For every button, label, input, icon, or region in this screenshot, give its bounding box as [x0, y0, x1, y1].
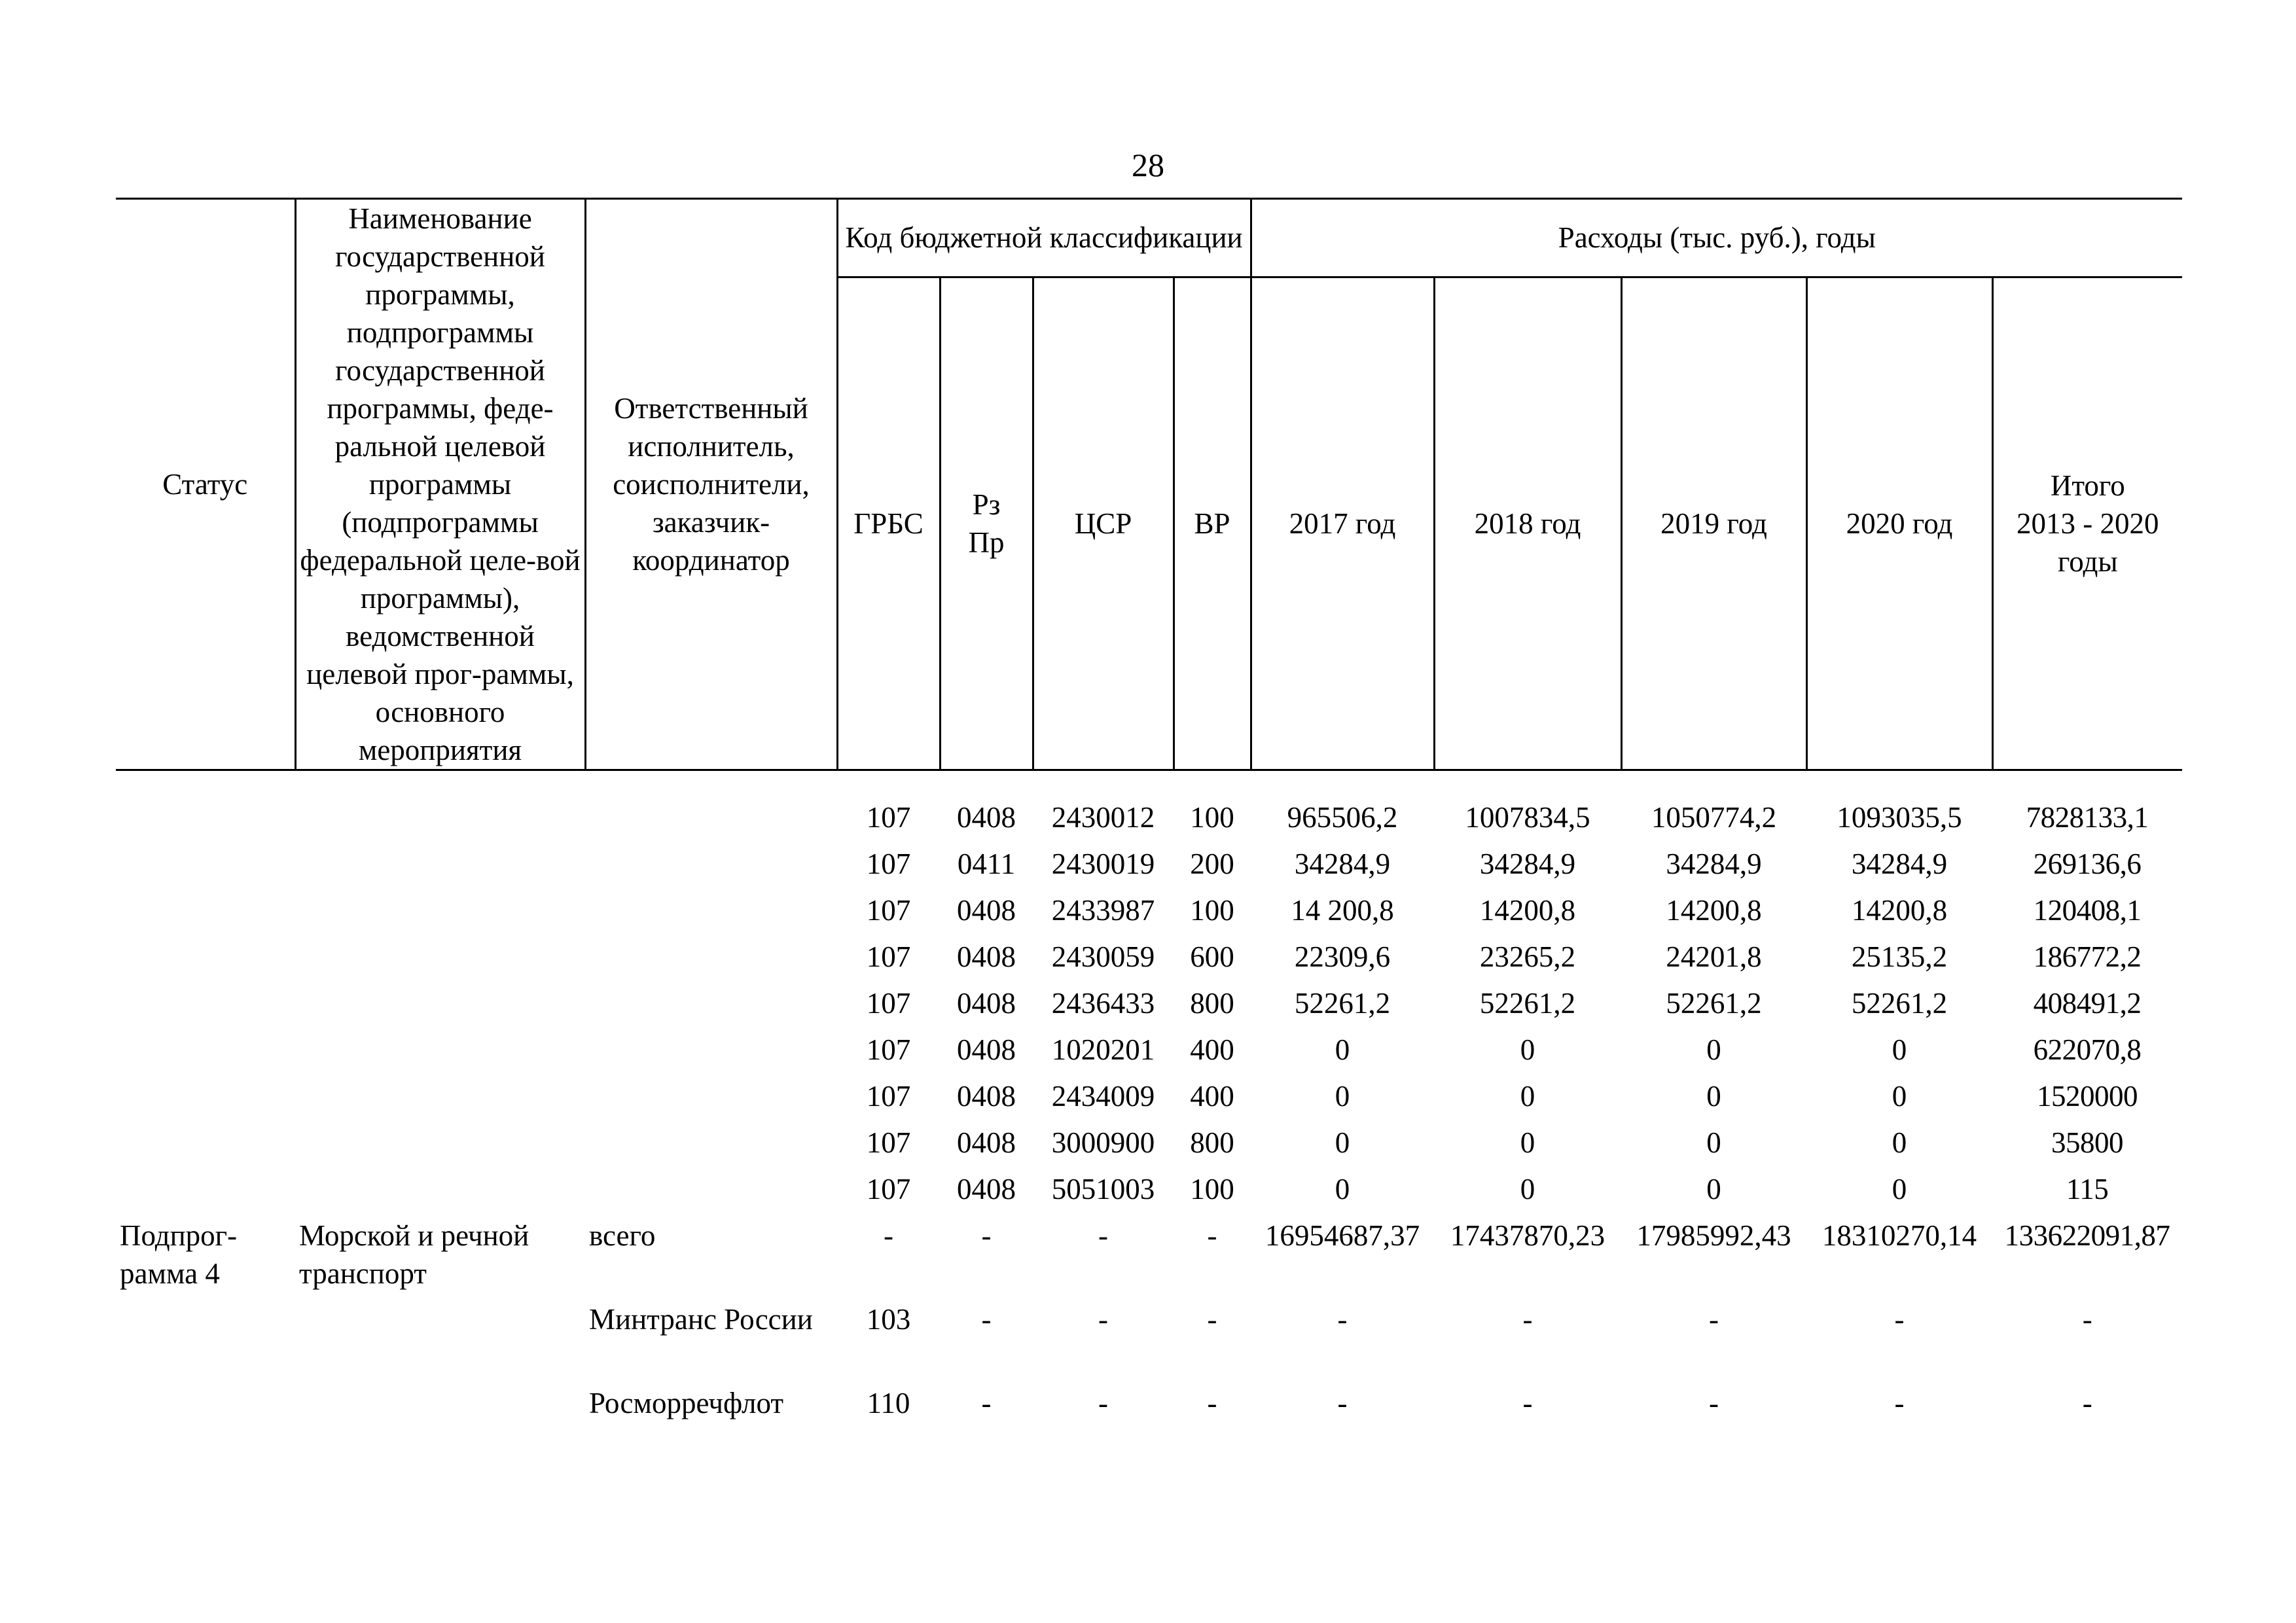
cell-total: - [2082, 1303, 2092, 1336]
cell-status [116, 1300, 295, 1384]
cell-y2017: 0 [1335, 1173, 1350, 1205]
cell-csr: 2434009 [1051, 1080, 1155, 1113]
cell-total: 7828133,1 [2026, 801, 2149, 834]
cell-y2018: 0 [1520, 1080, 1535, 1113]
cell-vr: 400 [1190, 1080, 1234, 1113]
table-row [116, 1170, 2182, 1217]
cell-y2018: 1007834,5 [1465, 801, 1590, 834]
header-2018: 2018 год [1434, 277, 1621, 770]
cell-total: 1520000 [2037, 1080, 2138, 1113]
cell-y2019: 17985992,43 [1636, 1219, 1791, 1252]
cell-status: Подпрог-рамма 4 [120, 1219, 238, 1290]
cell-csr: 1020201 [1051, 1033, 1155, 1066]
cell-y2019: 0 [1706, 1173, 1721, 1205]
cell-responsible [585, 938, 837, 984]
cell-y2017: 0 [1335, 1126, 1350, 1159]
table-body [116, 770, 2182, 1431]
cell-y2019: 1050774,2 [1651, 801, 1777, 834]
cell-y2017: 16954687,37 [1265, 1219, 1420, 1252]
cell-y2020: 18310270,14 [1821, 1219, 1977, 1252]
cell-rzpr: 0408 [957, 1033, 1016, 1066]
header-2019: 2019 год [1621, 277, 1806, 770]
cell-y2020: 14200,8 [1851, 894, 1948, 927]
cell-rzpr: 0408 [957, 801, 1016, 834]
cell-y2017: 0 [1335, 1080, 1350, 1113]
cell-responsible [585, 845, 837, 891]
cell-vr: 200 [1190, 847, 1234, 880]
cell-csr: 2436433 [1051, 987, 1155, 1020]
cell-responsible [585, 891, 837, 938]
cell-y2019: 0 [1706, 1080, 1721, 1113]
cell-responsible [585, 984, 837, 1031]
table-row [116, 845, 2182, 891]
cell-csr: 2430019 [1051, 847, 1155, 880]
cell-csr: - [1098, 1219, 1108, 1252]
cell-grbs: 107 [866, 1173, 911, 1205]
cell-y2018: 14200,8 [1479, 894, 1576, 927]
cell-status [116, 1077, 295, 1124]
cell-responsible [585, 1077, 837, 1124]
cell-y2018: 17437870,23 [1450, 1219, 1605, 1252]
cell-total: 133622091,87 [2004, 1219, 2170, 1252]
cell-grbs: 107 [866, 847, 911, 880]
table-row [116, 1300, 2182, 1384]
cell-vr: 400 [1190, 1033, 1234, 1066]
cell-y2017: 965506,2 [1287, 801, 1398, 834]
header-csr: ЦСР [1033, 277, 1174, 770]
cell-y2019: 34284,9 [1666, 847, 1762, 880]
cell-rzpr: 0408 [957, 1173, 1016, 1205]
cell-y2019: - [1709, 1387, 1719, 1419]
cell-y2019: 52261,2 [1666, 987, 1762, 1020]
cell-csr: 2430012 [1051, 801, 1155, 834]
cell-grbs: 107 [866, 1033, 911, 1066]
cell-grbs: 107 [866, 801, 911, 834]
cell-name: Морской и речной транспорт [299, 1219, 529, 1290]
cell-y2017: 14 200,8 [1291, 894, 1394, 927]
cell-y2017: - [1337, 1387, 1348, 1419]
cell-total: 115 [2066, 1173, 2109, 1205]
header-rzpr [940, 277, 1033, 770]
table-row [116, 891, 2182, 938]
table-row [116, 1217, 2182, 1300]
header-budget-code: Код бюджетной классификации [837, 199, 1251, 277]
table-header [116, 199, 2182, 770]
cell-y2019: 0 [1706, 1126, 1721, 1159]
cell-vr: 100 [1190, 801, 1234, 834]
cell-vr: 800 [1190, 1126, 1234, 1159]
cell-y2020: 1093035,5 [1837, 801, 1962, 834]
cell-status [116, 1124, 295, 1170]
cell-vr: 100 [1190, 1173, 1234, 1205]
cell-name [295, 845, 585, 891]
cell-rzpr: 0408 [957, 894, 1016, 927]
cell-vr: 100 [1190, 894, 1234, 927]
cell-y2018: - [1522, 1387, 1533, 1419]
table-row [116, 798, 2182, 845]
cell-total: 269136,6 [2033, 847, 2142, 880]
table-row [116, 1031, 2182, 1077]
cell-grbs: 107 [866, 894, 911, 927]
cell-csr: - [1098, 1303, 1108, 1336]
header-total [1992, 277, 2182, 770]
header-total-3: годы [2057, 544, 2118, 578]
cell-csr: 5051003 [1051, 1173, 1155, 1205]
header-grbs: ГРБС [837, 277, 940, 770]
cell-grbs: 107 [866, 940, 911, 973]
cell-y2020: 0 [1892, 1173, 1907, 1205]
cell-y2019: 14200,8 [1666, 894, 1762, 927]
cell-vr: - [1207, 1219, 1217, 1252]
cell-status [116, 891, 295, 938]
header-total-1: Итого [2050, 469, 2125, 502]
cell-responsible [585, 798, 837, 845]
cell-y2017: - [1337, 1303, 1348, 1336]
cell-responsible: Минтранс России [589, 1303, 813, 1336]
cell-total: - [2082, 1387, 2092, 1419]
cell-vr: - [1207, 1387, 1217, 1419]
cell-y2017: 22309,6 [1294, 940, 1391, 973]
table-row [116, 938, 2182, 984]
cell-status [116, 1170, 295, 1217]
cell-y2019: - [1709, 1303, 1719, 1336]
cell-name [295, 798, 585, 845]
cell-y2018: 0 [1520, 1033, 1535, 1066]
cell-status [116, 1384, 295, 1431]
cell-name [295, 984, 585, 1031]
cell-csr: - [1098, 1387, 1108, 1419]
cell-y2020: 0 [1892, 1080, 1907, 1113]
cell-grbs: 107 [866, 1080, 911, 1113]
table-row [116, 1077, 2182, 1124]
header-pr: Пр [968, 526, 1005, 559]
cell-responsible [585, 1031, 837, 1077]
header-spacer [116, 770, 2182, 799]
cell-total: 408491,2 [2033, 987, 2142, 1020]
cell-y2020: 25135,2 [1851, 940, 1948, 973]
cell-grbs: 103 [866, 1303, 911, 1336]
cell-y2019: 0 [1706, 1033, 1721, 1066]
cell-rzpr: - [981, 1387, 992, 1419]
cell-vr: 600 [1190, 940, 1234, 973]
cell-y2020: 0 [1892, 1126, 1907, 1159]
cell-y2020: - [1894, 1387, 1905, 1419]
table-row [116, 1384, 2182, 1431]
cell-vr: 800 [1190, 987, 1234, 1020]
cell-rzpr: - [981, 1303, 992, 1336]
cell-name [295, 1300, 585, 1384]
cell-y2018: - [1522, 1303, 1533, 1336]
header-2020: 2020 год [1806, 277, 1992, 770]
cell-rzpr: - [981, 1219, 992, 1252]
cell-csr: 3000900 [1051, 1126, 1155, 1159]
cell-vr: - [1207, 1303, 1217, 1336]
cell-rzpr: 0408 [957, 1080, 1016, 1113]
cell-name [295, 1031, 585, 1077]
cell-y2020: - [1894, 1303, 1905, 1336]
cell-status [116, 845, 295, 891]
cell-total: 120408,1 [2033, 894, 2142, 927]
cell-rzpr: 0411 [957, 847, 1016, 880]
cell-responsible: всего [589, 1219, 656, 1252]
cell-grbs: 110 [867, 1387, 910, 1419]
cell-status [116, 938, 295, 984]
header-rz: Рз [972, 488, 1001, 521]
cell-grbs: - [884, 1219, 893, 1252]
cell-y2020: 0 [1892, 1033, 1907, 1066]
header-name: Наименование государственной программы, подпрограммы государственной программы, феде-ральной целевой программы (подпрограммы федеральной целе-вой программы), ведомственной целевой прог-раммы, основного мероприятия [295, 199, 585, 770]
cell-total: 186772,2 [2033, 940, 2142, 973]
cell-name [295, 891, 585, 938]
header-expenses: Расходы (тыс. руб.), годы [1251, 199, 2182, 277]
cell-name [295, 1077, 585, 1124]
cell-status [116, 1031, 295, 1077]
cell-grbs: 107 [866, 987, 911, 1020]
cell-responsible: Росморречфлот [589, 1387, 784, 1419]
cell-y2018: 23265,2 [1479, 940, 1576, 973]
cell-csr: 2433987 [1051, 894, 1155, 927]
cell-name [295, 938, 585, 984]
table-row [116, 984, 2182, 1031]
cell-rzpr: 0408 [957, 1126, 1016, 1159]
cell-y2017: 52261,2 [1294, 987, 1391, 1020]
header-2017: 2017 год [1251, 277, 1434, 770]
header-vr: ВР [1174, 277, 1251, 770]
cell-y2018: 34284,9 [1479, 847, 1576, 880]
cell-total: 35800 [2051, 1126, 2124, 1159]
cell-y2020: 52261,2 [1851, 987, 1948, 1020]
cell-name [295, 1124, 585, 1170]
cell-total: 622070,8 [2033, 1033, 2142, 1066]
cell-y2019: 24201,8 [1666, 940, 1762, 973]
table-row [116, 1124, 2182, 1170]
cell-y2018: 0 [1520, 1126, 1535, 1159]
header-status: Статус [116, 199, 295, 770]
budget-table [116, 198, 2182, 1431]
cell-grbs: 107 [866, 1126, 911, 1159]
header-total-2: 2013 - 2020 [2017, 507, 2159, 540]
cell-name [295, 1170, 585, 1217]
cell-responsible [585, 1170, 837, 1217]
header-responsible: Ответственный исполнитель, соисполнители, заказчик-координатор [585, 199, 837, 770]
cell-status [116, 984, 295, 1031]
page-number: 28 [1132, 147, 1164, 183]
cell-y2018: 52261,2 [1479, 987, 1576, 1020]
cell-rzpr: 0408 [957, 940, 1016, 973]
cell-y2017: 34284,9 [1294, 847, 1391, 880]
cell-csr: 2430059 [1051, 940, 1155, 973]
cell-responsible [585, 1124, 837, 1170]
cell-y2017: 0 [1335, 1033, 1350, 1066]
cell-y2020: 34284,9 [1851, 847, 1948, 880]
cell-name [295, 1384, 585, 1431]
cell-rzpr: 0408 [957, 987, 1016, 1020]
cell-status [116, 798, 295, 845]
cell-y2018: 0 [1520, 1173, 1535, 1205]
